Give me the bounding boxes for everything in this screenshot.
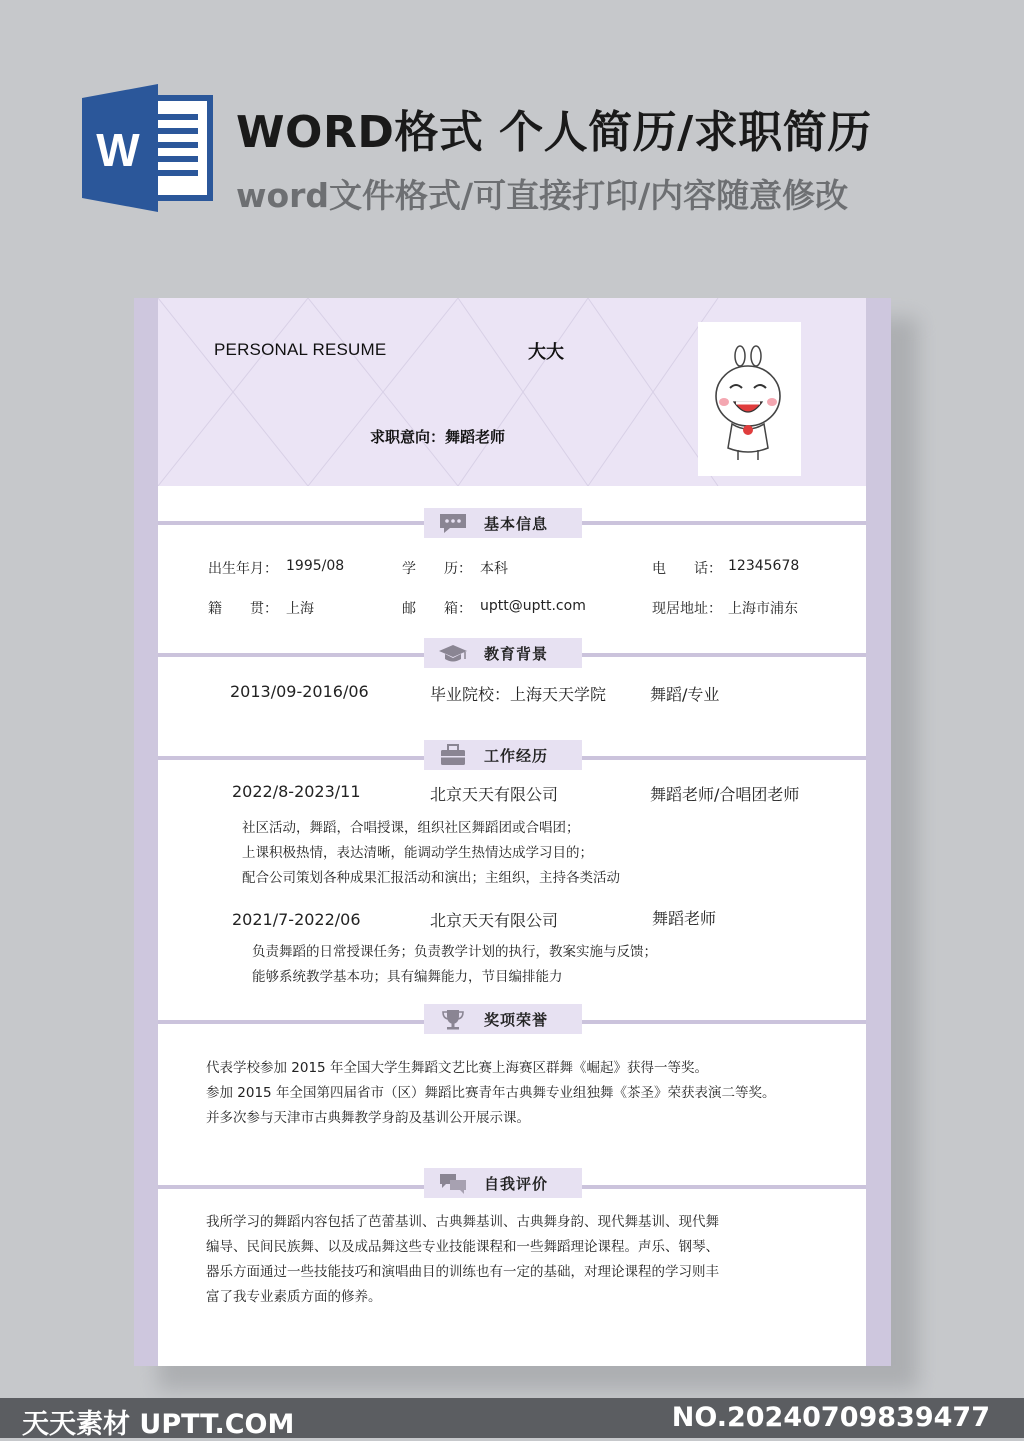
banner-title: WORD格式 个人简历/求职简历 xyxy=(236,107,872,158)
job-duty-line: 负责舞蹈的日常授课任务；负责教学计划的执行，教案实施与反馈； xyxy=(252,944,657,960)
address-value: 上海市浦东 xyxy=(728,601,798,617)
cartoon-avatar-icon xyxy=(698,322,801,476)
birth-value: 1995/08 xyxy=(286,558,345,574)
objective-value: 舞蹈老师 xyxy=(445,428,506,446)
job-duty-line: 能够系统教学基本功；具有编舞能力，节目编排能力 xyxy=(252,969,563,985)
job-duty-line: 上课积极热情，表达清晰，能调动学生热情达成学习目的； xyxy=(242,845,593,861)
education-school: 毕业院校：上海天天学院 xyxy=(430,685,607,704)
email-label: 邮 箱： xyxy=(402,601,472,617)
job-period: 2021/7-2022/06 xyxy=(232,910,361,929)
section-title: 基本信息 xyxy=(484,515,549,533)
self-eval-line: 器乐方面通过一些技能技巧和演唱曲目的训练也有一定的基础，对理论课程的学习则丰 xyxy=(206,1264,719,1280)
native-value: 上海 xyxy=(286,601,314,617)
self-eval-line: 富了我专业素质方面的修养。 xyxy=(206,1289,382,1305)
word-logo-icon xyxy=(82,84,214,212)
english-title: PERSONAL RESUME xyxy=(214,340,387,359)
award-line: 代表学校参加 2015 年全国大学生舞蹈文艺比赛上海赛区群舞《崛起》获得一等奖。 xyxy=(206,1060,708,1076)
education-value: 本科 xyxy=(480,561,508,577)
footer-site: 天天素材 UPTT.COM xyxy=(22,1409,295,1440)
education-label: 学 历： xyxy=(402,561,472,577)
job-objective xyxy=(370,426,505,447)
awards-text xyxy=(206,1056,775,1131)
chat-bubble-icon xyxy=(438,512,468,534)
phone-label: 电 话： xyxy=(652,561,722,577)
resume-header xyxy=(158,298,866,486)
award-line: 参加 2015 年全国第四届省市（区）舞蹈比赛青年古典舞专业组独舞《茶圣》荣获表演二等奖。 xyxy=(206,1085,776,1101)
comments-icon xyxy=(438,1172,468,1194)
job-period: 2022/8-2023/11 xyxy=(232,782,361,801)
education-period: 2013/09-2016/06 xyxy=(230,682,369,701)
education-major: 舞蹈/专业 xyxy=(650,685,720,704)
objective-label: 求职意向： xyxy=(370,428,446,446)
section-title: 奖项荣誉 xyxy=(484,1011,549,1029)
section-title: 教育背景 xyxy=(484,645,549,663)
job-position: 舞蹈老师/合唱团老师 xyxy=(650,785,800,804)
footer-number: NO.20240709839477 xyxy=(671,1402,990,1433)
candidate-name: 大大 xyxy=(528,342,564,363)
section-header-self xyxy=(424,1168,582,1198)
graduation-cap-icon xyxy=(438,642,468,664)
resume-content xyxy=(158,298,866,1366)
profile-photo xyxy=(698,322,801,476)
banner-subtitle: word文件格式/可直接打印/内容随意修改 xyxy=(236,176,849,215)
section-header-awards xyxy=(424,1004,582,1034)
section-title: 自我评价 xyxy=(484,1175,549,1193)
phone-value: 12345678 xyxy=(728,558,800,574)
section-header-basic xyxy=(424,508,582,538)
svg-text:W: W xyxy=(96,124,140,176)
section-title: 工作经历 xyxy=(484,747,549,765)
job-description xyxy=(252,940,657,990)
birth-label: 出生年月： xyxy=(208,561,278,577)
briefcase-icon xyxy=(438,744,468,766)
trophy-icon xyxy=(438,1008,468,1030)
job-duty-line: 社区活动，舞蹈，合唱授课，组织社区舞蹈团或合唱团； xyxy=(242,820,580,836)
self-evaluation-text xyxy=(206,1210,719,1310)
job-company: 北京天天有限公司 xyxy=(430,785,559,804)
address-label: 现居地址： xyxy=(652,601,722,617)
job-company: 北京天天有限公司 xyxy=(430,911,559,930)
self-eval-line: 我所学习的舞蹈内容包括了芭蕾基训、古典舞基训、古典舞身韵、现代舞基训、现代舞 xyxy=(206,1214,719,1230)
job-description xyxy=(242,816,620,891)
self-eval-line: 编导、民间民族舞、以及成品舞这些专业技能课程和一些舞蹈理论课程。声乐、钢琴、 xyxy=(206,1239,719,1255)
section-header-work xyxy=(424,740,582,770)
native-label: 籍 贯： xyxy=(208,601,278,617)
job-position: 舞蹈老师 xyxy=(652,909,717,928)
award-line: 并多次参与天津市古典舞教学身韵及基训公开展示课。 xyxy=(206,1110,530,1126)
email-value: uptt@uptt.com xyxy=(480,598,586,614)
job-duty-line: 配合公司策划各种成果汇报活动和演出；主组织，主持各类活动 xyxy=(242,870,620,886)
resume-page xyxy=(134,298,891,1366)
footer-bar xyxy=(0,1398,1024,1438)
section-header-education xyxy=(424,638,582,668)
